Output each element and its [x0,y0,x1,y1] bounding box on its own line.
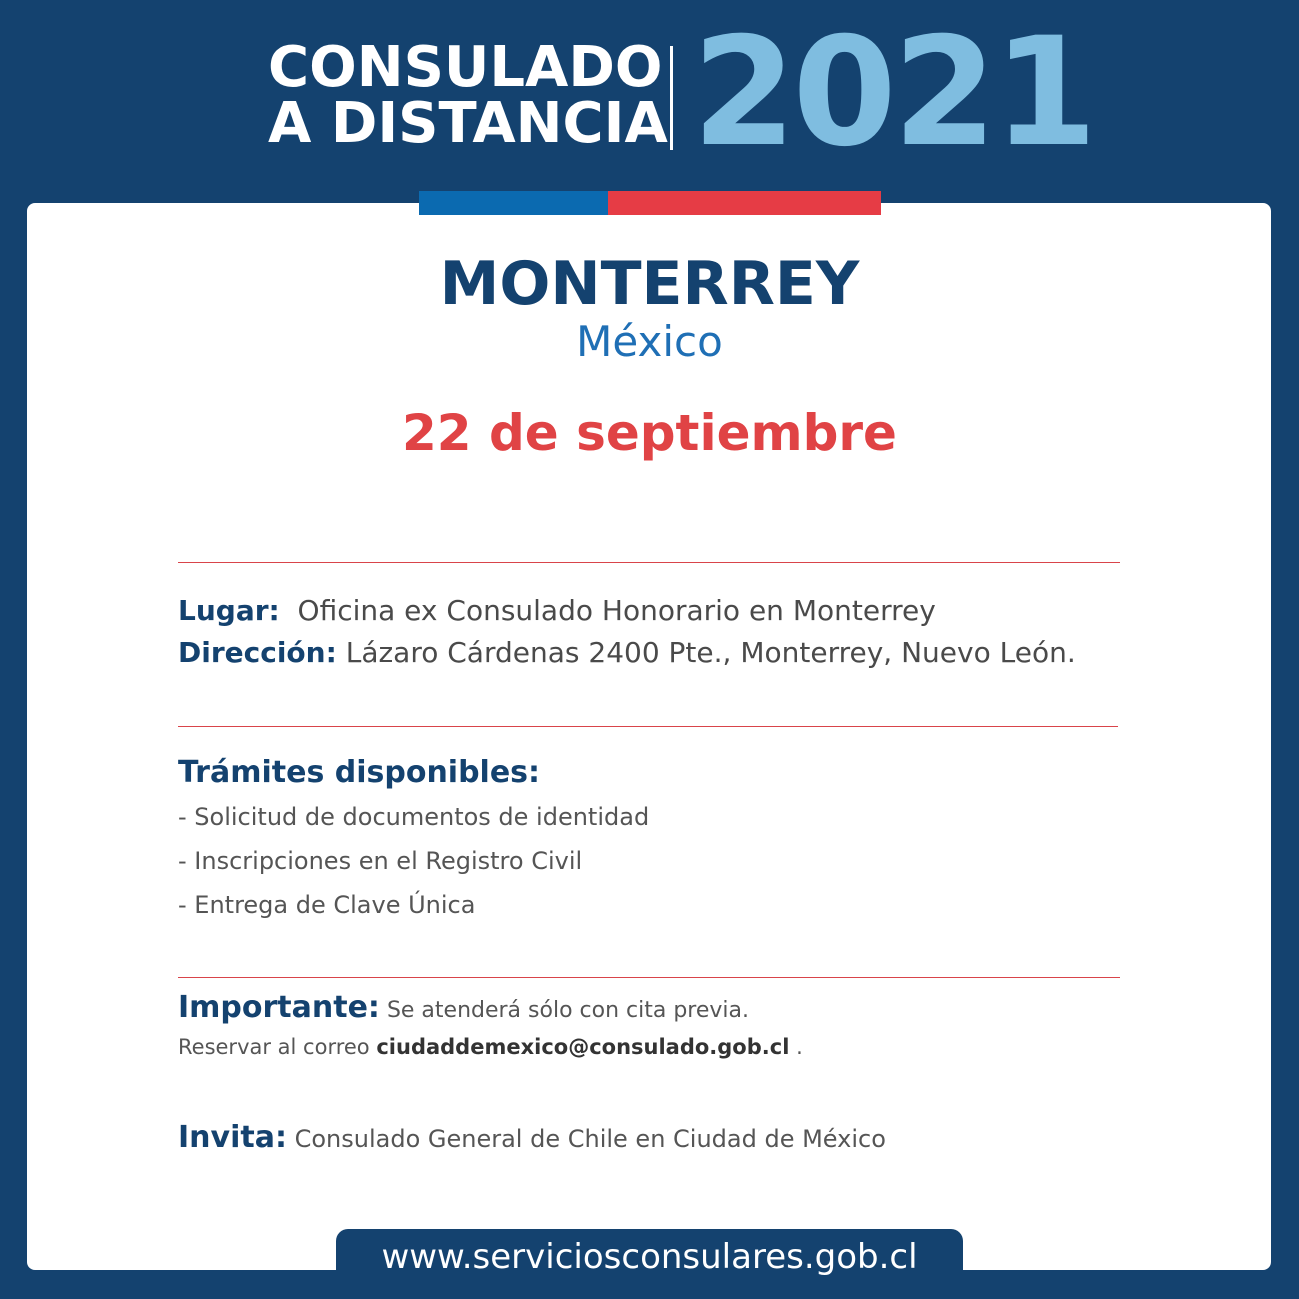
notice-text: Se atenderá sólo con cita previa. [386,998,749,1023]
title-line-1: CONSULADO [268,35,663,100]
city-name: MONTERREY [439,249,860,319]
divider-3 [178,977,1120,978]
service-item: - Entrega de Clave Única [178,891,476,919]
host-row [178,1118,886,1159]
reserve-suffix: . [796,1035,803,1059]
flag-stripe-blue [419,191,608,215]
event-date: 22 de septiembre [402,404,897,462]
title-divider [670,46,673,150]
divider-2 [178,726,1118,727]
notice-label: Importante: [178,990,380,1025]
address-value: Lázaro Cárdenas 2400 Pte., Monterrey, Nuevo León. [345,636,1076,669]
address-row [178,633,1076,673]
flag-stripe [419,191,881,215]
divider-1 [178,562,1120,563]
notice-row [178,988,749,1031]
year-label: 2021 [692,6,1094,180]
service-item: - Solicitud de documentos de identidad [178,803,650,831]
page-title [268,35,668,156]
website-link[interactable]: www.serviciosconsulares.gob.cl [336,1229,963,1299]
services-title: Trámites disponibles: [178,755,541,790]
title-line-2: A DISTANCIA [268,91,668,156]
reserve-row [178,1032,803,1062]
service-item: - Inscripciones en el Registro Civil [178,847,583,875]
flag-stripe-red [608,191,881,215]
host-label: Invita: [178,1120,287,1155]
place-value: Oficina ex Consulado Honorario en Monterrey [297,594,936,627]
header-banner [0,0,1299,190]
reserve-prefix: Reservar al correo [178,1035,370,1059]
host-text: Consulado General de Chile en Ciudad de México [294,1125,886,1153]
place-label: Lugar: [178,594,280,627]
place-row [178,591,936,631]
country-name: México [576,317,723,366]
email-link[interactable]: ciudaddemexico@consulado.gob.cl [376,1035,790,1059]
address-label: Dirección: [178,636,337,669]
